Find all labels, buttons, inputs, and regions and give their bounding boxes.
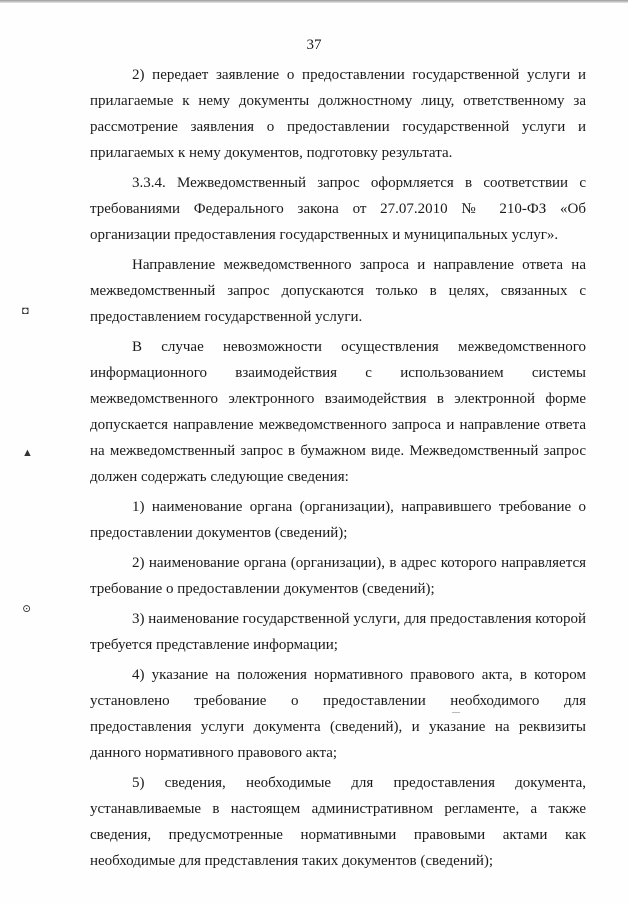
list-item-1: 1) наименование органа (организации), направившего требование о предоставлении документов (сведений);	[90, 499, 586, 541]
scan-margin-mark: ◘	[22, 305, 29, 317]
document-body	[90, 62, 586, 878]
scan-margin-mark: ⊙	[22, 603, 32, 615]
page-number: 37	[306, 37, 322, 53]
list-item-5: 5) сведения, необходимые для предоставления документа, устанавливаемые в настоящем административном регламенте, а также сведения, предусмотренные нормативными правовыми актами как необходимые для представления таких документов (сведений);	[90, 775, 586, 869]
paragraph-3-3-4: 3.3.4. Межведомственный запрос оформляется в соответствии с требованиями Федерального закона от 27.07.2010 № 210-ФЗ «Об организации предоставления государственных и муниципальных услуг».	[90, 175, 586, 243]
scan-top-edge	[0, 0, 628, 3]
list-item-4: 4) указание на положения нормативного правового акта, в котором установлено требование о предоставлении необходимого для предоставления услуги документа (сведений), и указание на реквизиты данного нормативного правового акта;	[90, 667, 586, 761]
list-item-2: 2) наименование органа (организации), в адрес которого направляется требование о предоставлении документов (сведений);	[90, 555, 586, 597]
paragraph-paper-request: В случае невозможности осуществления межведомственного информационного взаимодействия с использованием системы межведомственного электронного взаимодействия в электронной форме допускается направление межведомственного запроса и направление ответа на межведомственный запрос в бумажном виде. Межведомственный запрос должен содержать следующие сведения:	[90, 339, 586, 485]
paragraph-request-purpose: Направление межведомственного запроса и направление ответа на межведомственный запрос допускаются только в целях, связанных с предоставлением государственной услуги.	[90, 257, 586, 325]
paragraph-transfer-application: 2) передает заявление о предоставлении государственной услуги и прилагаемые к нему документы должностному лицу, ответственному за рассмотрение заявления о предоставлении государственной услуги и прилагаемых к нему документов, подготовку результата.	[90, 67, 586, 161]
list-item-3: 3) наименование государственной услуги, для предоставления которой требуется представление информации;	[90, 611, 586, 653]
scan-margin-mark: ▲	[22, 447, 33, 459]
